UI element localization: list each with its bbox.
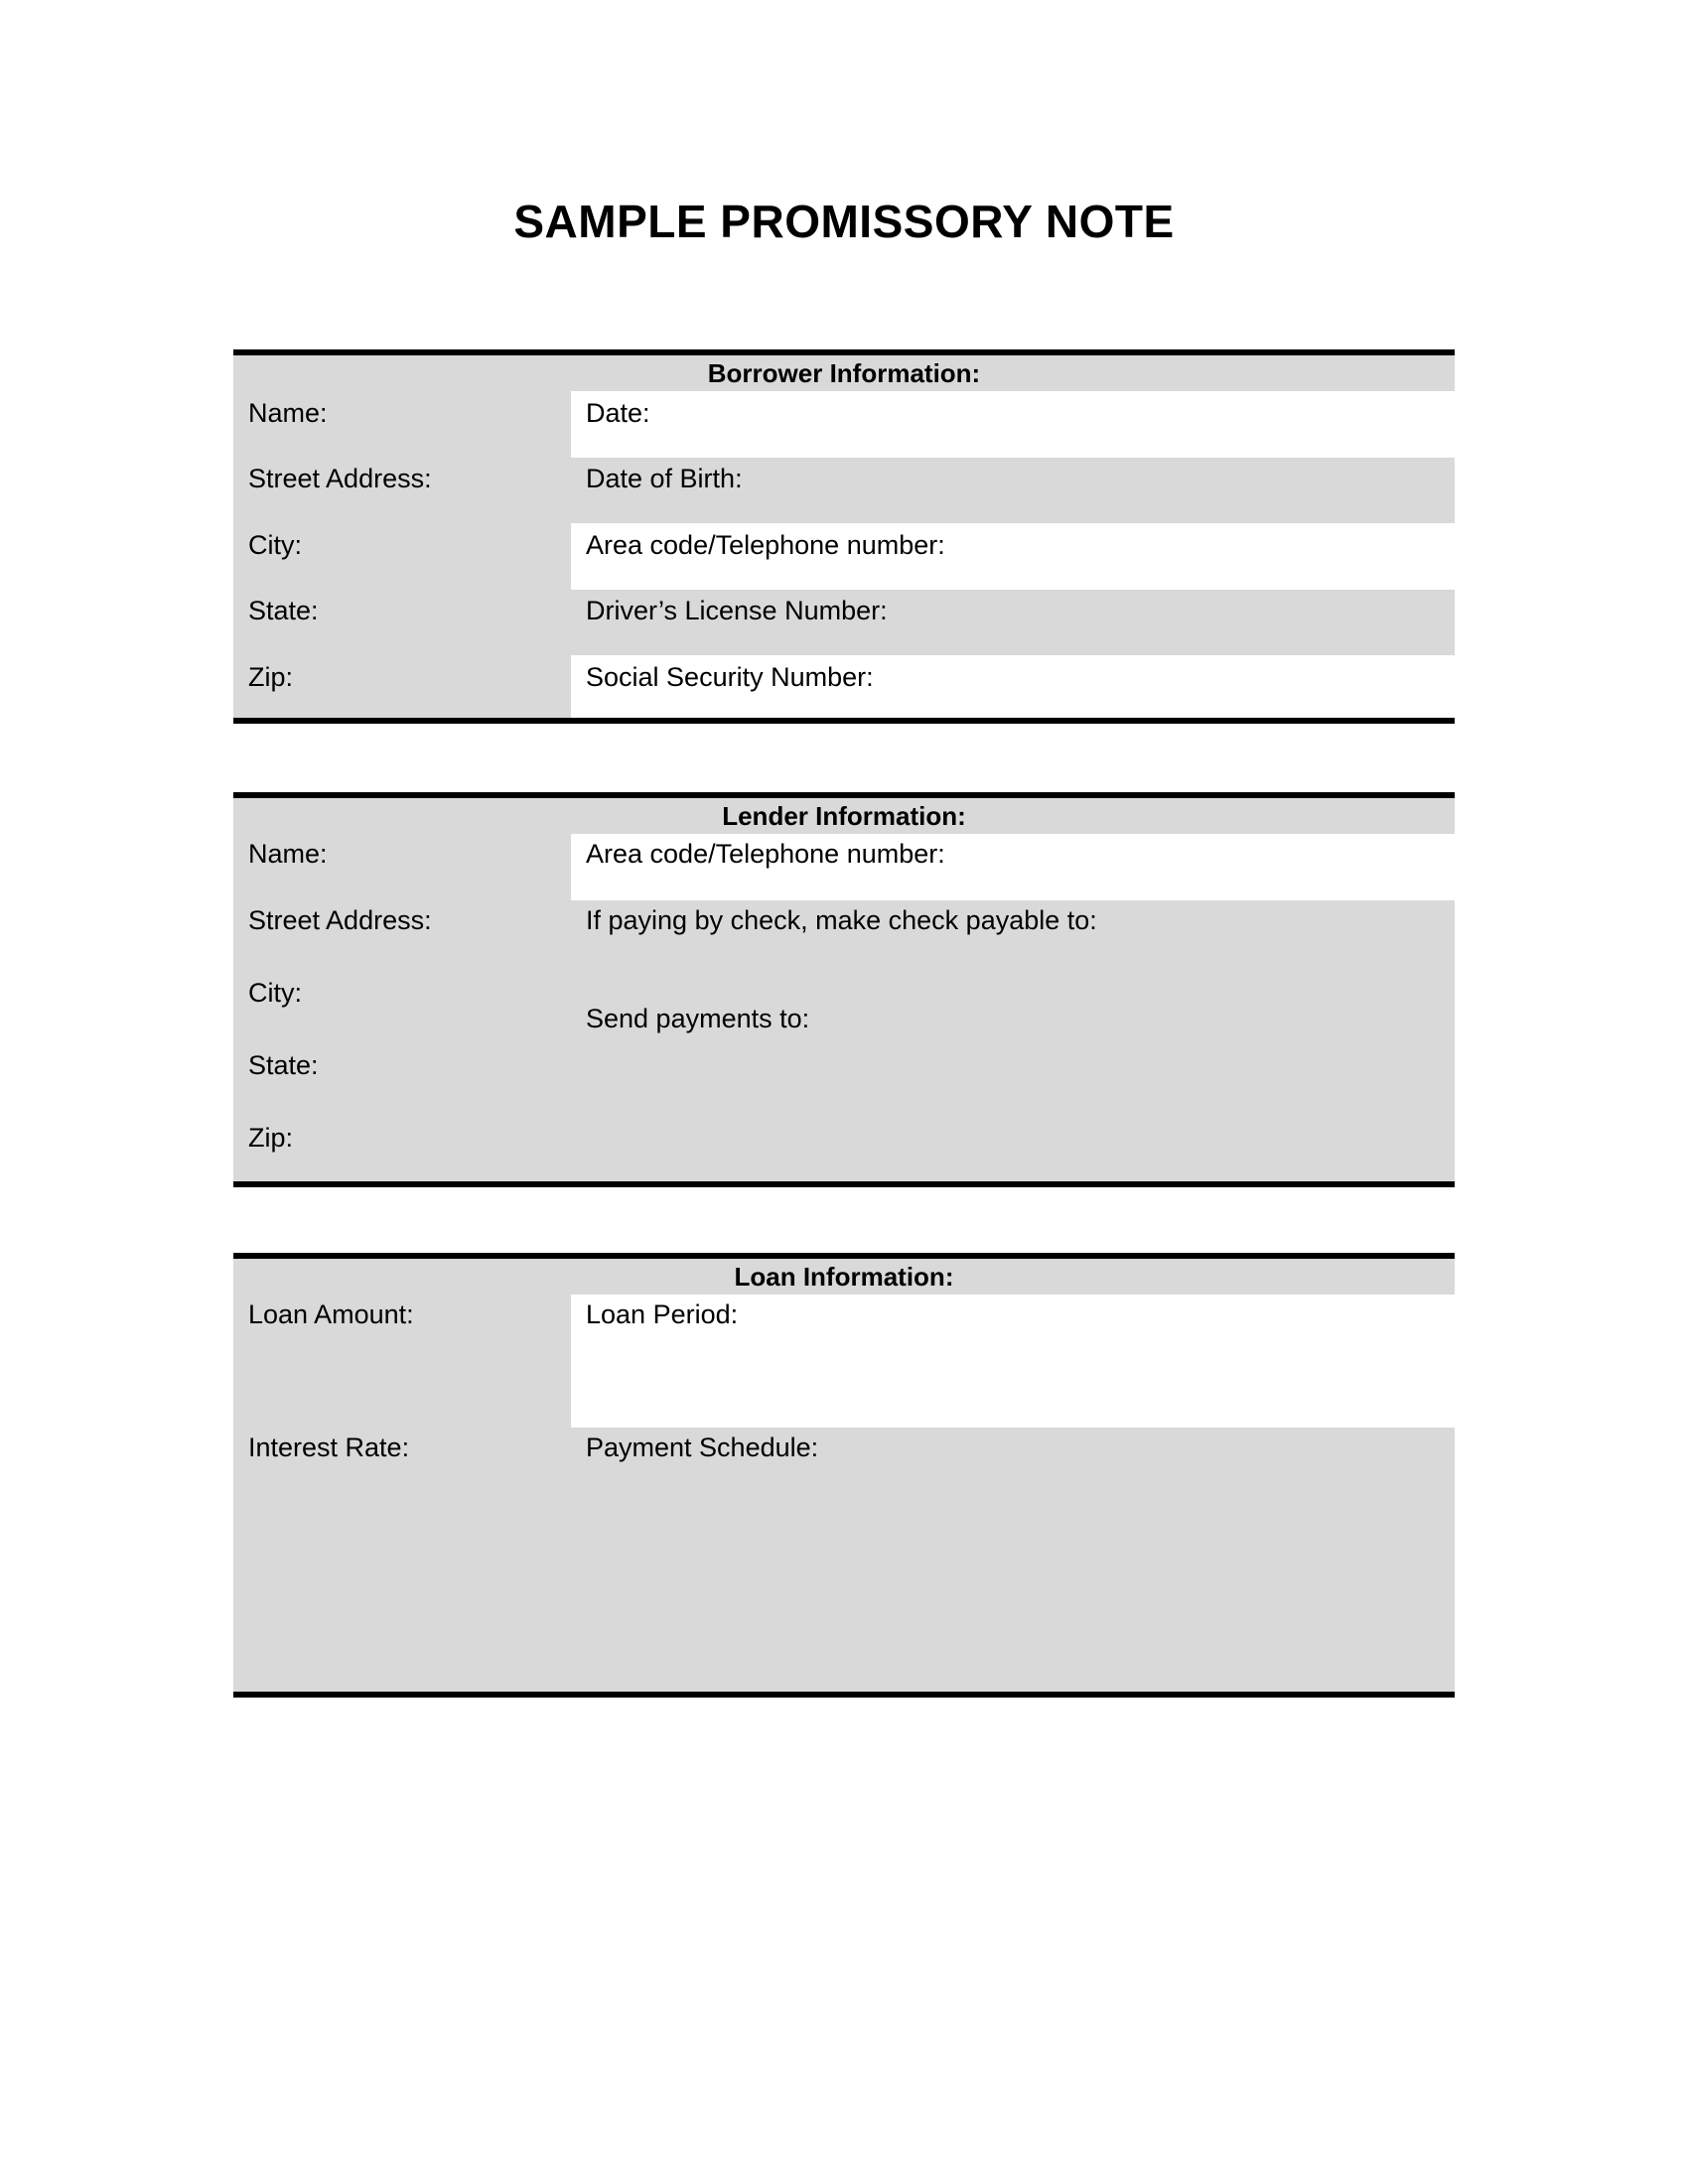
payment-schedule-cell[interactable] [571,1428,1455,1692]
lender-city-label: City: [248,978,302,1008]
lender-street-address-label: Street Address: [248,905,432,935]
lender-send-payments-label: Send payments to: [586,1004,810,1033]
lender-zip-label: Zip: [248,1123,294,1153]
lender-information-section [233,792,1455,1187]
loan-amount-label: Loan Amount: [248,1299,414,1329]
lender-check-payable-label: If paying by check, make check payable to: [586,905,1097,935]
lender-state-label: State: [248,1050,319,1080]
borrower-ssn-label: Social Security Number: [586,662,874,692]
loan-section-header: Loan Information: [734,1262,954,1292]
lender-payment-cell[interactable] [571,900,1455,1181]
lender-telephone-cell[interactable] [571,834,1455,900]
lender-name-label: Name: [248,839,328,869]
borrower-date-label: Date: [586,398,650,428]
borrower-license-cell[interactable] [571,590,1455,655]
borrower-ssn-cell[interactable] [571,655,1455,718]
loan-period-label: Loan Period: [586,1299,739,1329]
page-title: SAMPLE PROMISSORY NOTE [513,196,1175,247]
borrower-telephone-cell[interactable] [571,523,1455,590]
lender-telephone-label: Area code/Telephone number: [586,839,945,869]
borrower-dob-cell[interactable] [571,458,1455,523]
borrower-city-label: City: [248,530,302,560]
borrower-information-section [233,349,1455,724]
lender-section-header: Lender Information: [722,801,966,831]
borrower-date-cell[interactable] [571,391,1455,458]
borrower-name-label: Name: [248,398,328,428]
borrower-telephone-label: Area code/Telephone number: [586,530,945,560]
loan-period-cell[interactable] [571,1295,1455,1428]
borrower-dob-label: Date of Birth: [586,464,743,493]
borrower-license-label: Driver’s License Number: [586,596,888,625]
borrower-zip-label: Zip: [248,662,294,692]
payment-schedule-label: Payment Schedule: [586,1433,819,1462]
borrower-state-label: State: [248,596,319,625]
borrower-section-header: Borrower Information: [707,358,981,388]
interest-rate-label: Interest Rate: [248,1433,410,1462]
borrower-street-address-label: Street Address: [248,464,432,493]
loan-information-section [233,1253,1455,1698]
